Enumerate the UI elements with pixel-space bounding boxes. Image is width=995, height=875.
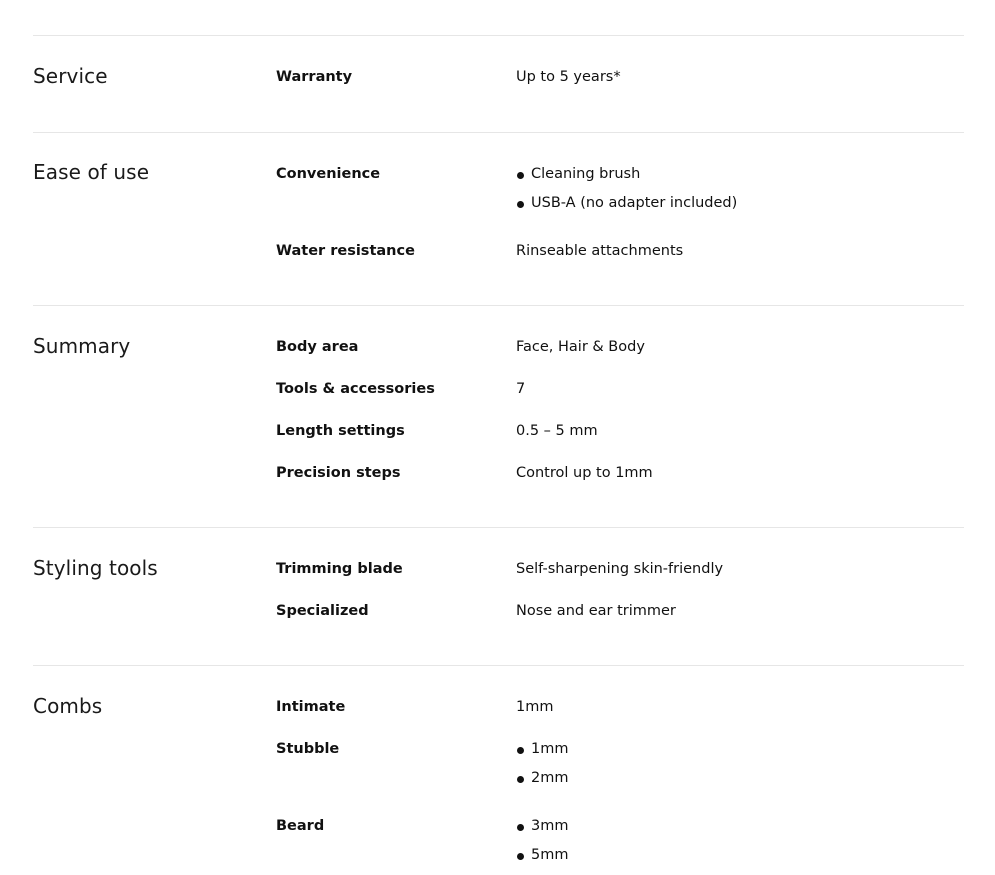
spec-label-specialized: Specialized bbox=[276, 603, 369, 619]
list-item-text: USB-A (no adapter included) bbox=[531, 195, 737, 211]
spec-value-trimming-blade: Self-sharpening skin-friendly bbox=[516, 561, 723, 577]
bullet-icon bbox=[517, 853, 524, 860]
spec-value-tools-accessories: 7 bbox=[516, 381, 525, 397]
list-item bbox=[516, 818, 568, 847]
list-item bbox=[516, 770, 568, 799]
list-item-text: Cleaning brush bbox=[531, 166, 640, 182]
list-item-text: 3mm bbox=[531, 818, 568, 834]
bullet-icon bbox=[517, 824, 524, 831]
spec-value-beard-list bbox=[516, 818, 568, 875]
bullet-icon bbox=[517, 747, 524, 754]
spec-value-stubble-list bbox=[516, 741, 568, 798]
spec-value-body-area: Face, Hair & Body bbox=[516, 339, 645, 355]
divider bbox=[33, 132, 964, 133]
list-item bbox=[516, 847, 568, 875]
divider bbox=[33, 665, 964, 666]
spec-label-trimming-blade: Trimming blade bbox=[276, 561, 403, 577]
spec-value-specialized: Nose and ear trimmer bbox=[516, 603, 676, 619]
bullet-icon bbox=[517, 201, 524, 208]
divider bbox=[33, 35, 964, 36]
spec-label-convenience: Convenience bbox=[276, 166, 380, 182]
list-item bbox=[516, 166, 737, 195]
list-item-text: 1mm bbox=[531, 741, 568, 757]
spec-value-convenience-list bbox=[516, 166, 737, 223]
list-item-text: 2mm bbox=[531, 770, 568, 786]
spec-label-warranty: Warranty bbox=[276, 69, 352, 85]
divider bbox=[33, 305, 964, 306]
spec-label-beard: Beard bbox=[276, 818, 324, 834]
divider bbox=[33, 527, 964, 528]
spec-value-length-settings: 0.5 – 5 mm bbox=[516, 423, 598, 439]
list-item bbox=[516, 195, 737, 224]
spec-label-intimate: Intimate bbox=[276, 699, 345, 715]
list-item bbox=[516, 741, 568, 770]
section-title-ease-of-use: Ease of use bbox=[33, 160, 149, 184]
section-title-summary: Summary bbox=[33, 334, 130, 358]
spec-label-length-settings: Length settings bbox=[276, 423, 405, 439]
spec-label-body-area: Body area bbox=[276, 339, 358, 355]
spec-value-warranty: Up to 5 years* bbox=[516, 69, 621, 85]
spec-label-water-resistance: Water resistance bbox=[276, 243, 415, 259]
spec-label-precision-steps: Precision steps bbox=[276, 465, 401, 481]
section-title-combs: Combs bbox=[33, 694, 102, 718]
list-item-text: 5mm bbox=[531, 847, 568, 863]
spec-label-tools-accessories: Tools & accessories bbox=[276, 381, 435, 397]
bullet-icon bbox=[517, 776, 524, 783]
section-title-styling-tools: Styling tools bbox=[33, 556, 158, 580]
section-title-service: Service bbox=[33, 64, 108, 88]
spec-value-precision-steps: Control up to 1mm bbox=[516, 465, 653, 481]
spec-value-water-resistance: Rinseable attachments bbox=[516, 243, 683, 259]
bullet-icon bbox=[517, 172, 524, 179]
spec-value-intimate: 1mm bbox=[516, 699, 553, 715]
spec-label-stubble: Stubble bbox=[276, 741, 339, 757]
